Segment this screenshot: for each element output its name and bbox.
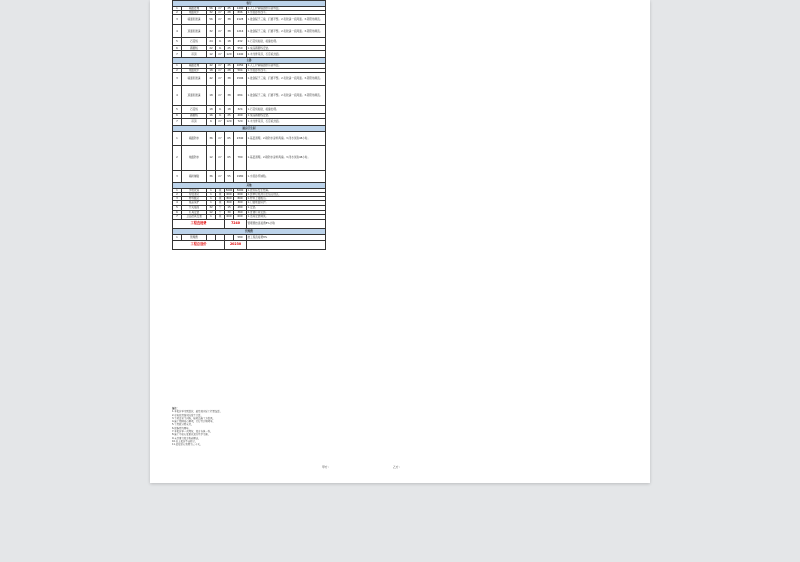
- item-price: 5000: [225, 188, 233, 192]
- note-line: 6.保修期为两年。: [172, 426, 192, 430]
- item-name: 踢脚线: [182, 46, 207, 51]
- item-description: 1.人工铲除墙面原有涂料层。: [247, 64, 326, 68]
- row-number: 1: [173, 188, 182, 192]
- item-description: 1.批刮腻子三遍，打磨平整。2.乳胶漆一底两面。3.阴阳角顺直。: [247, 72, 326, 85]
- item-unit: m²: [216, 118, 225, 125]
- item-quantity: 1: [207, 193, 216, 197]
- item-quantity: 42: [207, 64, 216, 68]
- table-row: [173, 38, 326, 46]
- item-description: 1.普通灯具安装。: [247, 210, 326, 214]
- item-quantity: 32: [207, 205, 216, 210]
- item-price: 65: [225, 145, 234, 170]
- item-amount: 1596: [234, 72, 247, 85]
- table-row: [173, 85, 326, 105]
- item-name: 墙面处理: [182, 7, 207, 11]
- row-number: 2: [173, 68, 182, 72]
- item-price: 25: [225, 64, 234, 68]
- item-name: 顶面乳胶漆: [182, 85, 207, 105]
- item-amount: 1980: [234, 170, 247, 182]
- item-quantity: 42: [207, 72, 216, 85]
- item-amount: 324: [234, 105, 247, 113]
- notes-lines: [172, 410, 332, 446]
- row-number: 4: [173, 85, 182, 105]
- section-title: 客厅: [173, 1, 326, 7]
- note-line: 7.本报价单一式两份，双方各执一份。: [172, 430, 213, 434]
- section-title: 主卧: [173, 58, 326, 64]
- quotation-table-container: [172, 0, 326, 250]
- item-quantity: 32: [207, 25, 216, 38]
- item-quantity: 18: [207, 68, 216, 72]
- item-unit: m²: [216, 85, 225, 105]
- item-amount: 5000: [234, 188, 247, 192]
- item-amount: 780: [234, 145, 247, 170]
- item-amount: 300: [234, 201, 247, 205]
- note-line: 4.施工期间如有增项，另行签订增项单。: [172, 420, 215, 424]
- item-description: 1.基层清理。2.刷防水涂料两遍。3.闭水试验48小时。: [247, 131, 326, 145]
- row-number: 6: [173, 113, 182, 118]
- table-row: [173, 15, 326, 25]
- row-number: 1: [173, 7, 182, 11]
- item-amount: 720: [234, 118, 247, 125]
- item-name: 踢脚线: [182, 113, 207, 118]
- row-number: 7: [173, 118, 182, 125]
- item-price: 120: [225, 51, 234, 58]
- notes-label: 备注：: [172, 407, 180, 410]
- item-description: 1.石膏线粘贴，接缝处理。: [247, 38, 326, 46]
- row-number: 5: [173, 38, 182, 46]
- item-amount: 800: [234, 197, 247, 201]
- row-number: 1: [173, 131, 182, 145]
- item-description: 1.水泥砂浆找平。: [247, 11, 326, 15]
- note-line: 11.此报价有效期为三十天。: [172, 443, 203, 447]
- item-amount: 1440: [234, 51, 247, 58]
- item-unit: m²: [216, 131, 225, 145]
- table-row: [173, 170, 326, 182]
- section-title: 厨房卫生间: [173, 125, 326, 131]
- item-quantity: 12: [207, 51, 216, 58]
- row-number: 4: [173, 201, 182, 205]
- item-name: 地面防水: [182, 145, 207, 170]
- item-amount: 600: [234, 214, 247, 219]
- row-number: 7: [173, 51, 182, 58]
- grand-total-empty: [247, 240, 326, 249]
- item-quantity: 36: [207, 170, 216, 182]
- item-amount: 1400: [234, 7, 247, 11]
- item-name: 灯具安装: [182, 210, 207, 214]
- item-description: 1.人工铲除墙面原有涂料层。: [247, 7, 326, 11]
- item-amount: 504: [234, 68, 247, 72]
- item-quantity: 12: [207, 210, 216, 214]
- table-row: [173, 72, 326, 85]
- item-quantity: 16: [207, 113, 216, 118]
- item-price: 38: [225, 25, 234, 38]
- row-number: 2: [173, 145, 182, 170]
- item-price: 25: [225, 46, 234, 51]
- item-price: 55: [225, 170, 234, 182]
- item-price: 18: [225, 105, 234, 113]
- table-row: [173, 118, 326, 125]
- row-number: 6: [173, 46, 182, 51]
- table-row: [173, 145, 326, 170]
- item-name: 卫浴洁具安装: [182, 214, 207, 219]
- note-line: 9.未尽事宜双方协商解决。: [172, 436, 201, 440]
- item-amount: 360: [234, 210, 247, 214]
- row-number: 3: [173, 170, 182, 182]
- item-quantity: 24: [207, 38, 216, 46]
- item-description: 1.安装。: [247, 205, 326, 210]
- item-quantity: 18: [207, 85, 216, 105]
- item-name: 墙面乳胶漆: [182, 72, 207, 85]
- quotation-table: [172, 0, 326, 250]
- item-unit: m: [216, 113, 225, 118]
- item-amount: 400: [234, 113, 247, 118]
- item-price: 15: [225, 205, 234, 210]
- item-description: 1.水泥砂浆找平。: [247, 68, 326, 72]
- item-unit: m: [216, 46, 225, 51]
- item-unit: m²: [216, 72, 225, 85]
- footer-party-b: 乙方：: [393, 465, 402, 469]
- item-price: 25: [225, 113, 234, 118]
- item-description: 1.木龙骨吊顶，石膏板封面。: [247, 118, 326, 125]
- item-name: 成品保护: [182, 201, 207, 205]
- item-name: 石膏线: [182, 105, 207, 113]
- item-amount: 432: [234, 38, 247, 46]
- item-description: 1.门窗地面保护。: [247, 201, 326, 205]
- table-row: [173, 131, 326, 145]
- item-name: 地面找平: [182, 11, 207, 15]
- item-price: 120: [225, 118, 234, 125]
- table-row: [173, 105, 326, 113]
- item-price: 300: [225, 201, 234, 205]
- row-number: 4: [173, 25, 182, 38]
- item-unit: 项: [216, 201, 225, 205]
- item-name: 吊顶: [182, 118, 207, 125]
- table-row: [173, 25, 326, 38]
- item-description: 1.装修垃圾清运至指定地点。: [247, 193, 326, 197]
- item-price: 800: [225, 197, 234, 201]
- item-quantity: 1: [207, 201, 216, 205]
- row-number: 6: [173, 210, 182, 214]
- item-quantity: 6: [207, 118, 216, 125]
- item-price: 65: [225, 131, 234, 145]
- item-unit: m²: [216, 15, 225, 25]
- section-title: 管理费: [173, 228, 326, 234]
- item-name: 石膏线: [182, 38, 207, 46]
- item-unit: m²: [216, 7, 225, 11]
- row-number: 5: [173, 205, 182, 210]
- item-quantity: 22: [207, 46, 216, 51]
- item-amount: 550: [234, 46, 247, 51]
- item-price: 25: [225, 7, 234, 11]
- item-description: 1.材料上楼搬运。: [247, 197, 326, 201]
- item-unit: 项: [216, 197, 225, 201]
- mgmt-desc: 按工程直接费8%: [247, 234, 326, 240]
- note-line: 10.以上报价不含税金。: [172, 439, 198, 443]
- item-unit: m: [216, 38, 225, 46]
- item-price: 38: [225, 72, 234, 85]
- item-description: 1.按实际发生结算。: [247, 188, 326, 192]
- row-number: 7: [173, 214, 182, 219]
- row-number: 1: [173, 64, 182, 68]
- item-name: 墙面处理: [182, 64, 207, 68]
- item-description: 1.洁具安装调试。: [247, 214, 326, 219]
- mgmt-no: 1: [173, 234, 182, 240]
- item-quantity: 32: [207, 11, 216, 15]
- item-amount: 1050: [234, 64, 247, 68]
- item-description: 1.基层清理。2.刷防水涂料两遍。3.闭水试验48小时。: [247, 145, 326, 170]
- item-name: 墙面乳胶漆: [182, 15, 207, 25]
- item-unit: 个: [216, 205, 225, 210]
- item-amount: 1216: [234, 25, 247, 38]
- item-amount: 600: [234, 193, 247, 197]
- item-price: 18: [225, 38, 234, 46]
- grand-total-row: [173, 240, 326, 249]
- item-amount: 2128: [234, 15, 247, 25]
- item-price: 600: [225, 214, 234, 219]
- row-number: 3: [173, 197, 182, 201]
- item-price: 38: [225, 15, 234, 25]
- direct-cost-note: 管理费按直接费8%计取: [247, 219, 326, 228]
- section-title: 其他: [173, 182, 326, 188]
- item-description: 1.成品踢脚线安装。: [247, 46, 326, 51]
- item-name: 水电改造: [182, 188, 207, 192]
- item-name: 地面找平: [182, 68, 207, 72]
- item-price: 30: [225, 210, 234, 214]
- note-line: 1.本报价单为预算价，最终按实际工程量结算。: [172, 410, 223, 414]
- item-description: 1.石膏线粘贴，接缝处理。: [247, 105, 326, 113]
- item-unit: m²: [216, 64, 225, 68]
- item-quantity: 12: [207, 145, 216, 170]
- grand-total-value: 20230: [225, 240, 247, 249]
- item-description: 1.成品踢脚线安装。: [247, 113, 326, 118]
- footer-party-a: 甲方：: [322, 465, 331, 469]
- row-number: 2: [173, 11, 182, 15]
- note-line: 2.水电改造按实际发生计算。: [172, 413, 203, 417]
- item-quantity: 1: [207, 188, 216, 192]
- item-unit: 个: [216, 210, 225, 214]
- item-amount: 2340: [234, 131, 247, 145]
- item-name: 吊顶: [182, 51, 207, 58]
- item-amount: 896: [234, 11, 247, 15]
- item-price: 600: [225, 193, 234, 197]
- note-line: 5.工程款分期支付。: [172, 423, 194, 427]
- item-unit: m²: [216, 51, 225, 58]
- table-row: [173, 51, 326, 58]
- item-description: 1.木龙骨吊顶，石膏板封面。: [247, 51, 326, 58]
- row-number: 2: [173, 193, 182, 197]
- notes-block: [172, 407, 332, 447]
- mgmt-sum: 580: [234, 234, 247, 240]
- direct-cost-value: 7240: [225, 219, 247, 228]
- item-unit: 项: [216, 193, 225, 197]
- item-description: 1.批刮腻子三遍，打磨平整。2.乳胶漆一底两面。3.阴阳角顺直。: [247, 85, 326, 105]
- item-amount: 480: [234, 205, 247, 210]
- direct-cost-row: [173, 219, 326, 228]
- item-quantity: 36: [207, 131, 216, 145]
- item-name: 墙面防水: [182, 131, 207, 145]
- item-unit: m: [216, 105, 225, 113]
- direct-cost-label: 工程直接费: [173, 219, 225, 228]
- item-unit: m²: [216, 170, 225, 182]
- row-number: 3: [173, 15, 182, 25]
- item-price: 28: [225, 68, 234, 72]
- row-number: 3: [173, 72, 182, 85]
- item-name: 开关插座: [182, 205, 207, 210]
- grand-total-label: 工程总造价: [173, 240, 225, 249]
- item-unit: 项: [216, 214, 225, 219]
- item-unit: m²: [216, 145, 225, 170]
- item-price: 38: [225, 85, 234, 105]
- row-number: 5: [173, 105, 182, 113]
- mgmt-name: 管理费: [182, 234, 207, 240]
- item-name: 垃圾清运: [182, 193, 207, 197]
- item-quantity: 56: [207, 7, 216, 11]
- item-unit: m²: [216, 11, 225, 15]
- item-unit: 项: [216, 188, 225, 192]
- item-quantity: 56: [207, 15, 216, 25]
- item-price: 28: [225, 11, 234, 15]
- item-name: 墙砖铺贴: [182, 170, 207, 182]
- item-unit: m²: [216, 25, 225, 38]
- item-description: 1.批刮腻子三遍，打磨平整。2.乳胶漆一底两面。3.阴阳角顺直。: [247, 25, 326, 38]
- item-amount: 684: [234, 85, 247, 105]
- item-description: 1.水泥砂浆铺贴。: [247, 170, 326, 182]
- item-quantity: 1: [207, 197, 216, 201]
- item-quantity: 1: [207, 214, 216, 219]
- item-description: 1.批刮腻子三遍，打磨平整。2.乳胶漆一底两面。3.阴阳角顺直。: [247, 15, 326, 25]
- note-line: 8.施工中如有变更以双方签字为准。: [172, 433, 211, 437]
- item-name: 材料搬运: [182, 197, 207, 201]
- item-name: 顶面乳胶漆: [182, 25, 207, 38]
- item-unit: m²: [216, 68, 225, 72]
- note-line: 3.主材由业主自购，辅材由施工方提供。: [172, 416, 215, 420]
- item-quantity: 18: [207, 105, 216, 113]
